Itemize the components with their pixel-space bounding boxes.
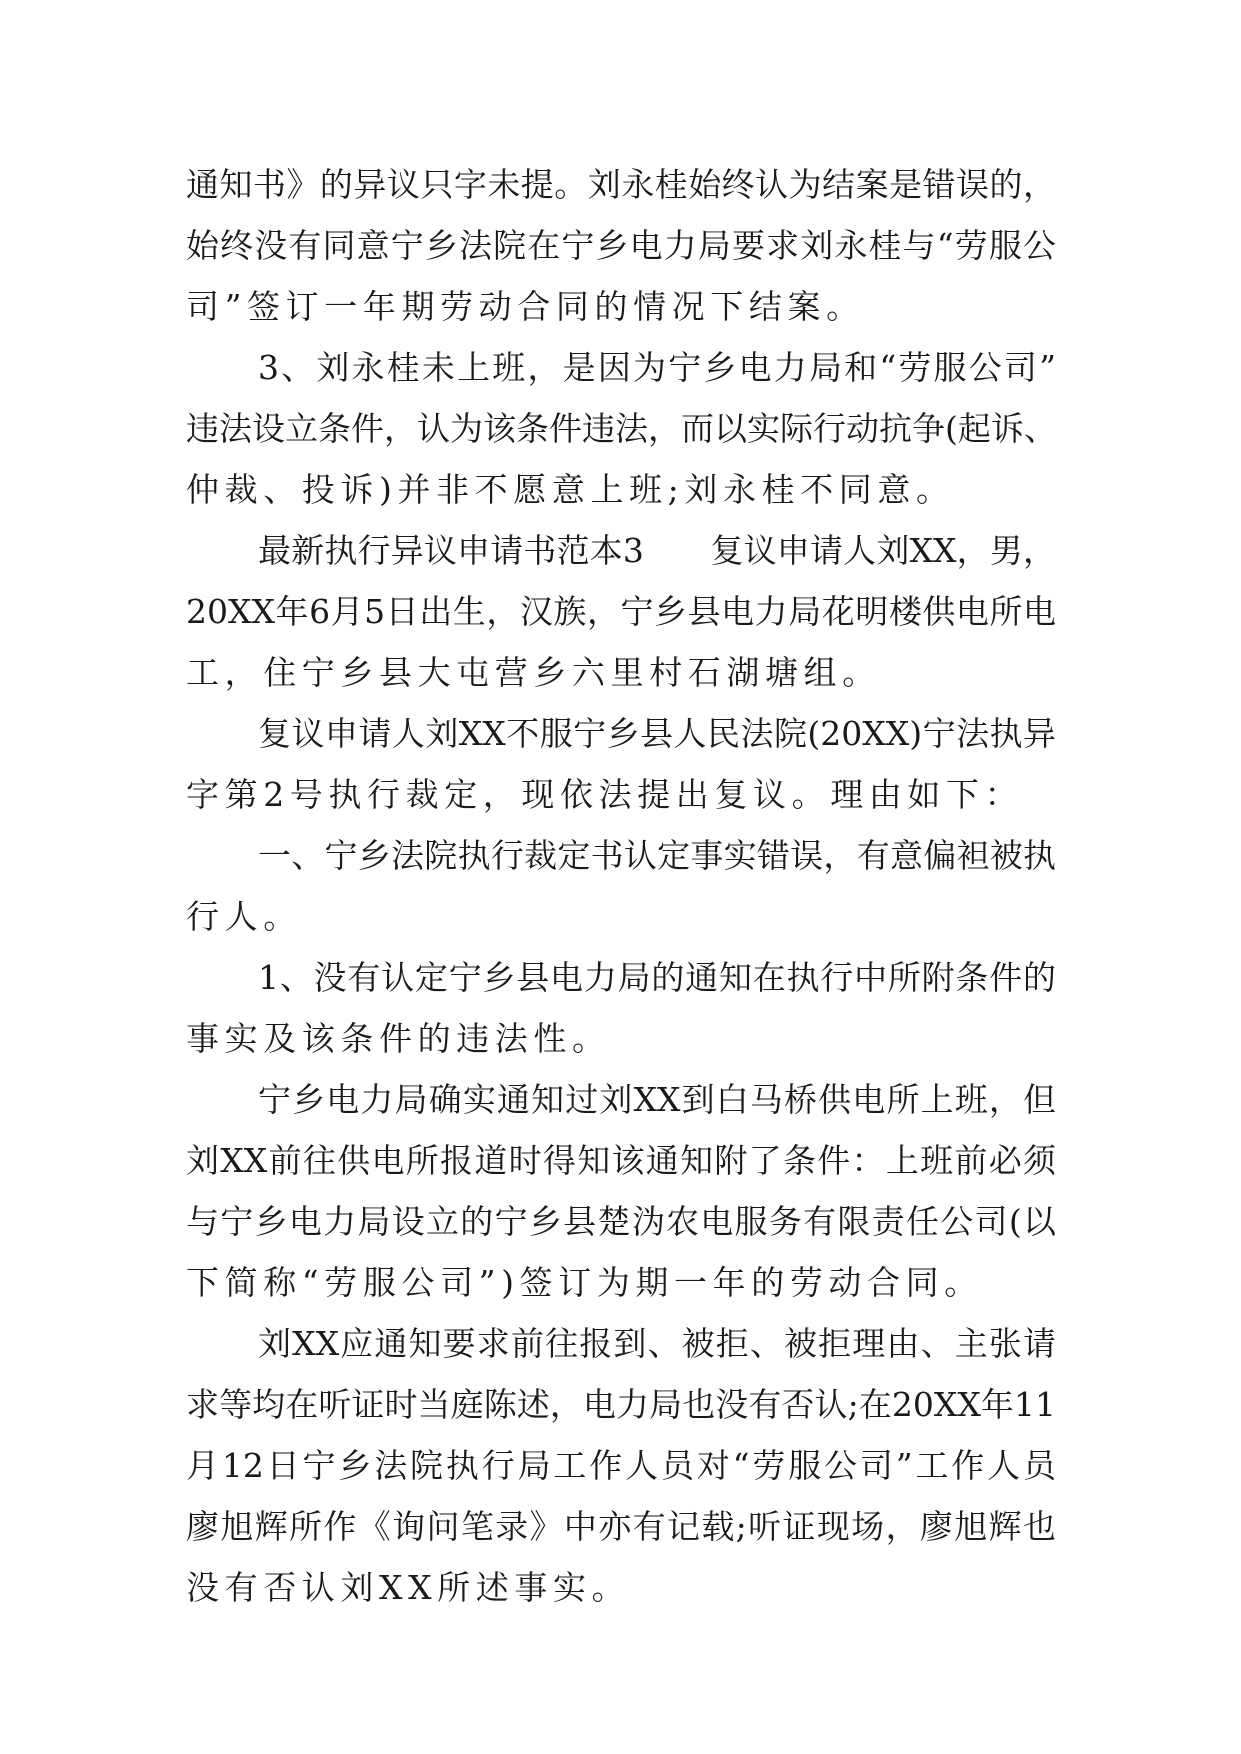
text-line: 与宁乡电力局设立的宁乡县楚沩农电服务有限责任公司(以 [186,1202,1056,1241]
text-line: 下简称“劳服公司”)签订为期一年的劳动合同。 [186,1263,983,1302]
text-line: 复议申请人刘XX不服宁乡县人民法院(20XX)宁法执异 [258,714,1056,753]
text-line: 3、刘永桂未上班，是因为宁乡电力局和“劳服公司” [258,348,1056,387]
text-line: 最新执行异议申请书范本3 复议申请人刘XX，男， [258,531,1056,570]
text-line: 没有否认刘XX所述事实。 [186,1568,631,1607]
text-line: 求等均在听证时当庭陈述，电力局也没有否认;在20XX年11 [186,1385,1056,1424]
text-line: 始终没有同意宁乡法院在宁乡电力局要求刘永桂与“劳服公 [186,226,1056,265]
text-line: 违法设立条件，认为该条件违法，而以实际行动抗争(起诉、 [186,409,1057,448]
text-line: 行人。 [186,897,302,936]
text-line: 月12日宁乡法院执行局工作人员对“劳服公司”工作人员 [186,1446,1056,1485]
text-line: 宁乡电力局确实通知过刘XX到白马桥供电所上班，但 [258,1080,1056,1119]
text-line: 廖旭辉所作《询问笔录》中亦有记载;听证现场，廖旭辉也 [186,1507,1056,1546]
text-line: 1、没有认定宁乡县电力局的通知在执行中所附条件的 [258,958,1056,997]
text-line: 一、宁乡法院执行裁定书认定事实错误，有意偏袒被执 [258,836,1056,875]
document-body [186,154,1056,1618]
text-line: 工，住宁乡县大屯营乡六里村石湖塘组。 [186,653,881,692]
text-line: 仲裁、投诉)并非不愿意上班;刘永桂不同意。 [186,470,955,509]
text-line: 字第2号执行裁定，现依法提出复议。理由如下： [186,775,1024,814]
text-line: 事实及该条件的违法性。 [186,1019,611,1058]
text-line: 通知书》的异议只字未提。刘永桂始终认为结案是错误的， [186,165,1056,204]
text-line: 刘XX应通知要求前往报到、被拒、被拒理由、主张请 [258,1324,1056,1363]
text-line: 司”签订一年期劳动合同的情况下结案。 [186,287,865,326]
text-line: 20XX年6月5日出生，汉族，宁乡县电力局花明楼供电所电 [186,592,1056,631]
text-line: 刘XX前往供电所报道时得知该通知附了条件：上班前必须 [186,1141,1056,1180]
